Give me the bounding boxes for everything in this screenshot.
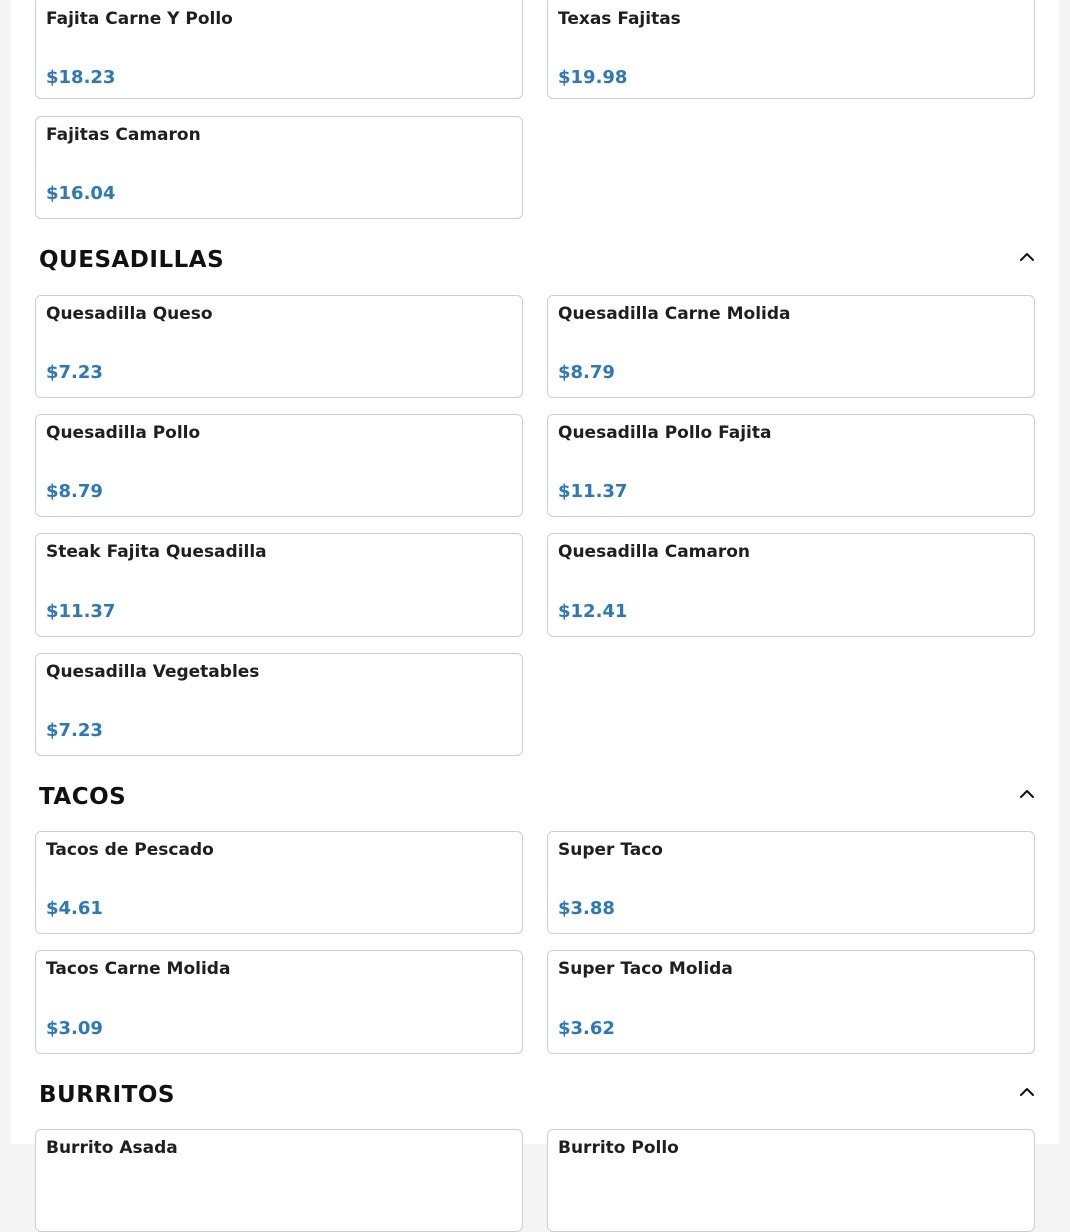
menu-item-price: $3.88 [558,898,615,919]
chevron-up-icon[interactable] [1017,784,1037,804]
menu-item-card[interactable] [547,414,1035,517]
section-header-tacos[interactable] [39,784,1037,818]
menu-item-card[interactable] [547,295,1035,398]
menu-item-card[interactable] [35,414,523,517]
menu-item-card[interactable] [35,116,523,219]
menu-item-card[interactable] [547,1129,1035,1232]
menu-item-card[interactable] [35,1129,523,1232]
menu-item-card[interactable] [547,533,1035,637]
menu-item-price: $11.37 [558,481,628,502]
menu-item-name: Burrito Pollo [558,1138,679,1158]
menu-item-price: $3.09 [46,1018,103,1039]
menu-item-name: Tacos de Pescado [46,840,214,860]
menu-item-name: Quesadilla Pollo [46,423,201,443]
menu-item-price: $19.98 [558,67,628,88]
menu-item-name: Quesadilla Vegetables [46,662,260,682]
menu-item-card[interactable] [35,950,523,1054]
menu-item-name: Burrito Asada [46,1138,178,1158]
menu-item-name: Quesadilla Pollo Fajita [558,423,772,443]
menu-item-card[interactable] [35,0,523,99]
menu-item-price: $18.23 [46,67,116,88]
menu-item-card[interactable] [547,831,1035,934]
menu-item-name: Fajitas Camaron [46,125,201,145]
menu-item-card[interactable] [35,533,523,637]
chevron-up-icon[interactable] [1017,247,1037,267]
section-header-burritos[interactable] [39,1082,1037,1116]
menu-item-name: Tacos Carne Molida [46,959,231,979]
menu-item-card[interactable] [35,295,523,398]
menu-item-name: Texas Fajitas [558,9,681,29]
menu-item-name: Super Taco [558,840,663,860]
menu-page [11,0,1059,1158]
section-title: TACOS [39,784,127,810]
menu-item-price: $8.79 [558,362,615,383]
section-header-quesadillas[interactable] [39,247,1037,281]
menu-item-price: $12.41 [558,601,628,622]
menu-item-price: $8.79 [46,481,103,502]
menu-item-price: $3.62 [558,1018,615,1039]
menu-item-card[interactable] [35,831,523,934]
menu-item-price: $11.37 [46,601,116,622]
menu-item-price: $16.04 [46,183,116,204]
section-title: QUESADILLAS [39,247,225,273]
menu-item-price: $4.61 [46,898,103,919]
menu-item-card[interactable] [35,653,523,756]
menu-item-name: Fajita Carne Y Pollo [46,9,233,29]
menu-item-name: Steak Fajita Quesadilla [46,542,267,562]
section-title: BURRITOS [39,1082,175,1108]
menu-item-price: $7.23 [46,362,103,383]
menu-item-name: Quesadilla Camaron [558,542,751,562]
menu-item-card[interactable] [547,950,1035,1054]
chevron-up-icon[interactable] [1017,1082,1037,1102]
menu-item-name: Quesadilla Carne Molida [558,304,791,324]
menu-item-price: $7.23 [46,720,103,741]
menu-item-name: Super Taco Molida [558,959,733,979]
menu-item-card[interactable] [547,0,1035,99]
menu-item-name: Quesadilla Queso [46,304,213,324]
